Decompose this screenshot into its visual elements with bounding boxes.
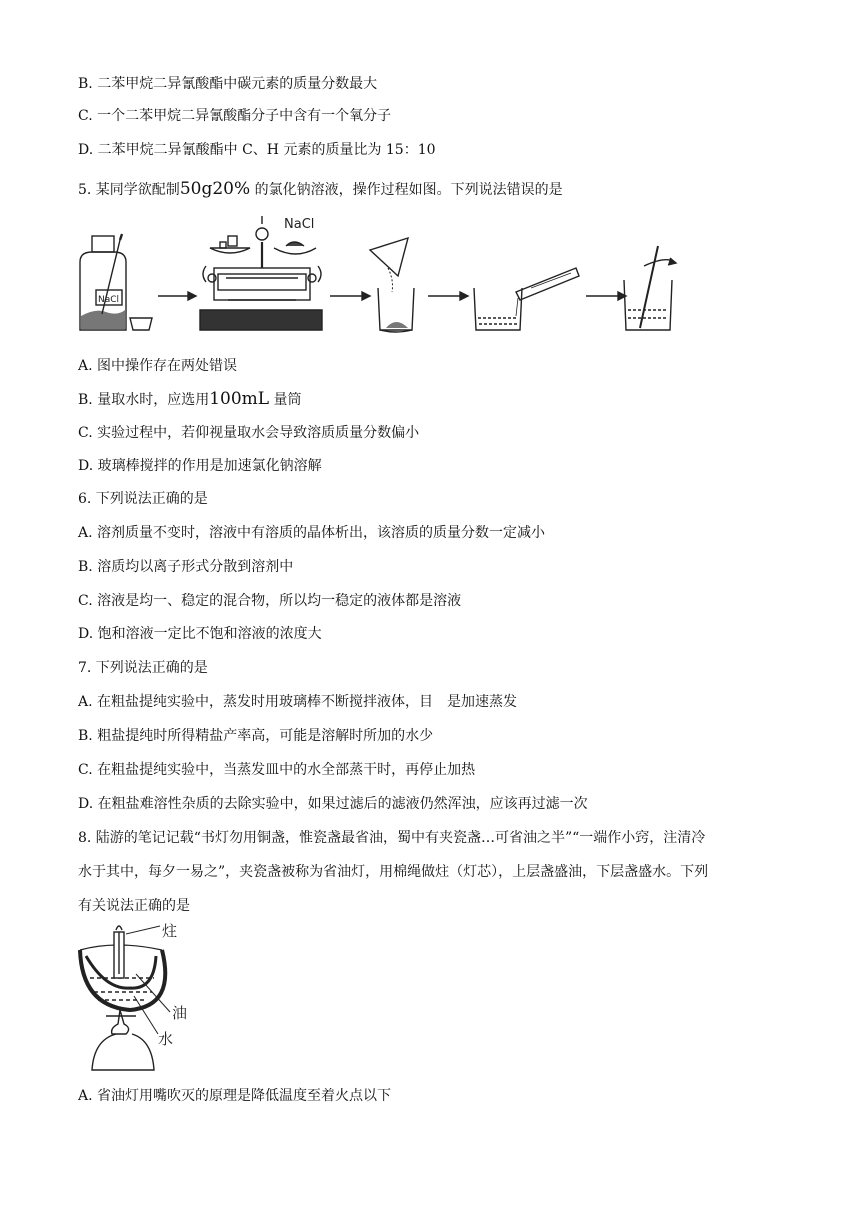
q5-stem-formula: 50g20% xyxy=(179,179,251,199)
water-label: 水 xyxy=(158,1030,174,1048)
weighing-dish xyxy=(130,318,152,330)
q5-stem-pre: 5. 某同学欲配制 xyxy=(78,182,180,198)
q4-option-b: B. 二苯甲烷二异氰酸酯中碳元素的质量分数最大 xyxy=(78,76,378,92)
q8-option-a: A. 省油灯用嘴吹灭的原理是降低温度至着火点以下 xyxy=(78,1088,392,1104)
arrow-1 xyxy=(158,292,196,300)
beaker-with-salt xyxy=(370,238,414,332)
q5-option-b-post: 量筒 xyxy=(269,392,302,408)
beaker-pouring-water xyxy=(474,268,579,330)
arrow-4 xyxy=(586,292,626,300)
arrow-3 xyxy=(428,292,468,300)
balance xyxy=(200,216,322,330)
q7-option-d: D. 在粗盐难溶性杂质的去除实验中，如果过滤后的滤液仍然浑浊，应该再过滤一次 xyxy=(78,796,588,812)
q6-option-d: D. 饱和溶液一定比不饱和溶液的浓度大 xyxy=(78,626,322,642)
q5-option-b xyxy=(78,389,302,410)
q5-procedure-figure xyxy=(76,212,688,340)
q5-option-c: C. 实验过程中，若仰视量取水会导致溶质质量分数偏小 xyxy=(78,425,420,441)
q7-option-c: C. 在粗盐提纯实验中，当蒸发皿中的水全部蒸干时，再停止加热 xyxy=(78,762,476,778)
q8-oil-lamp-figure xyxy=(76,920,206,1076)
q4-option-d: D. 二苯甲烷二异氰酸酯中 C、H 元素的质量比为 15：10 xyxy=(78,142,436,158)
wick-label: 炷 xyxy=(162,922,178,940)
q5-option-a: A. 图中操作存在两处错误 xyxy=(78,358,238,374)
oil-label: 油 xyxy=(172,1004,188,1022)
q6-option-b: B. 溶质均以离子形式分散到溶剂中 xyxy=(78,559,294,575)
q5-option-b-pre: B. 量取水时，应选用 xyxy=(78,392,210,408)
reagent-bottle xyxy=(80,234,126,330)
q5-stem-post: 的氯化钠溶液，操作过程如图。下列说法错误的是 xyxy=(250,182,563,198)
q5-option-b-formula: 100mL xyxy=(209,389,270,409)
q5-option-d: D. 玻璃棒搅拌的作用是加速氯化钠溶解 xyxy=(78,458,322,474)
q6-stem: 6. 下列说法正确的是 xyxy=(78,491,208,507)
q8-stem-line-3: 有关说法正确的是 xyxy=(78,898,190,914)
q8-stem-line-2: 水于其中，每夕一易之”，夹瓷盏被称为省油灯，用棉绳做炷（灯芯），上层盏盛油，下层盏盛水。下列 xyxy=(78,864,709,880)
balance-label: NaCl xyxy=(284,217,315,232)
q4-option-c: C. 一个二苯甲烷二异氰酸酯分子中含有一个氧分子 xyxy=(78,108,392,124)
q7-option-a: A. 在粗盐提纯实验中，蒸发时用玻璃棒不断搅拌液体，目 是加速蒸发 xyxy=(78,694,518,710)
q6-option-a: A. 溶剂质量不变时，溶液中有溶质的晶体析出，该溶质的质量分数一定减小 xyxy=(78,525,546,541)
q7-stem: 7. 下列说法正确的是 xyxy=(78,660,208,676)
q7-option-b: B. 粗盐提纯时所得精盐产率高，可能是溶解时所加的水少 xyxy=(78,728,434,744)
q8-stem-line-1: 8. 陆游的笔记记载“书灯勿用铜盏，惟瓷盏最省油，蜀中有夹瓷盏…可省油之半”“一端作小窍，注清冷 xyxy=(78,830,706,846)
q5-stem xyxy=(78,179,563,200)
beaker-stirring xyxy=(624,246,676,330)
arrow-2 xyxy=(330,292,370,300)
bottle-label: NaCl xyxy=(98,295,120,305)
q6-option-c: C. 溶液是均一、稳定的混合物，所以均一稳定的液体都是溶液 xyxy=(78,593,462,609)
